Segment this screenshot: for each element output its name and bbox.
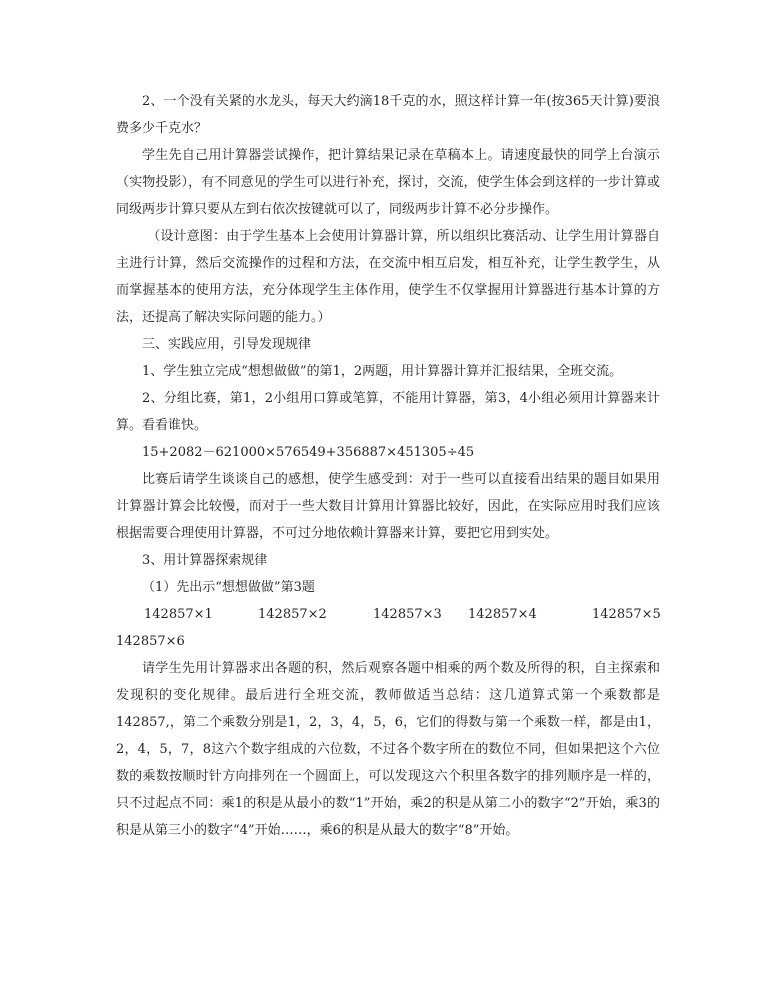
paragraph-faucet-problem: 2、一个没有关紧的水龙头，每天大约滴18千克的水，照这样计算一年(按365天计算)要浪费多少千克水？: [116, 94, 660, 136]
paragraph-reflection: 比赛后请学生谈谈自己的感想，使学生感受到：对于一些可以直接看出结果的题目如果用计算器计算会比较慢，而对于一些大数目计算用计算器比较好，因此，在实际应用时我们应该根据需要合理使用计算器，不可过分地依赖计算器来计算，要把它用到实处。: [116, 472, 660, 541]
paragraph-independent-work: 1、学生独立完成“想想做做”的第1，2两题，用计算器计算并汇报结果，全班交流。: [142, 364, 623, 379]
expression-2: 142857×2: [258, 607, 327, 622]
paragraph-pattern-summary: 请学生先用计算器求出各题的积，然后观察各题中相乘的两个数及所得的积，自主探索和发现积的变化规律。最后进行全班交流，教师做适当总结：这几道算式第一个乘数都是142857,，第二个乘数分别是1，2，3，4，5，6，它们的得数与第一个乘数一样，都是由1，2，4，5，7，8这六个数字组成的六位数，不过各个数字所在的数位不同，但如果把这个六位数的乘数按顺时针方向排列在一个圆面上，可以发现这六个积里各数字的排列顺序是一样的，只不过起点不同：乘1的积是从最小的数“1”开始，乘2的积是从第二小的数字“2”开始，乘3的积是从第三小的数字“4”开始……，乘6的积是从最大的数字“8”开始。: [116, 661, 660, 838]
document-page: [116, 88, 660, 844]
expression-6: 142857×6: [116, 634, 185, 649]
expression-1: 142857×1: [144, 607, 213, 622]
expression-4: 142857×4: [468, 607, 537, 622]
expression-row-2: [116, 628, 660, 655]
paragraph-group-contest: 2、分组比赛，第1，2小组用口算或笔算，不能用计算器，第3，4小组必须用计算器来计算。看看谁快。: [116, 391, 660, 433]
math-expression: 15+2082－621000×576549+356887×451305÷45: [142, 445, 475, 460]
expression-row: [116, 601, 660, 628]
section-heading-practice: 三、实践应用，引导发现规律: [142, 337, 312, 352]
subheading-show-exercise: （1）先出示“想想做做”第3题: [142, 580, 315, 595]
paragraph-design-intent: （设计意图：由于学生基本上会使用计算器计算，所以组织比赛活动、让学生用计算器自主进行计算，然后交流操作的过程和方法，在交流中相互启发，相互补充，让学生教学生，从而掌握基本的使用方法，充分体现学生主体作用，使学生不仅掌握用计算器进行基本计算的方法，还提高了解决实际问题的能力。）: [116, 229, 660, 325]
expression-5: 142857×5: [592, 607, 661, 622]
expression-3: 142857×3: [373, 607, 442, 622]
paragraph-student-operation: 学生先自己用计算器尝试操作，把计算结果记录在草稿本上。请速度最快的同学上台演示（实物投影），有不同意见的学生可以进行补充，探讨，交流，使学生体会到这样的一步计算或同级两步计算只要从左到右依次按键就可以了，同级两步计算不必分步操作。: [116, 148, 660, 217]
subheading-explore-pattern: 3、用计算器探索规律: [142, 553, 268, 568]
